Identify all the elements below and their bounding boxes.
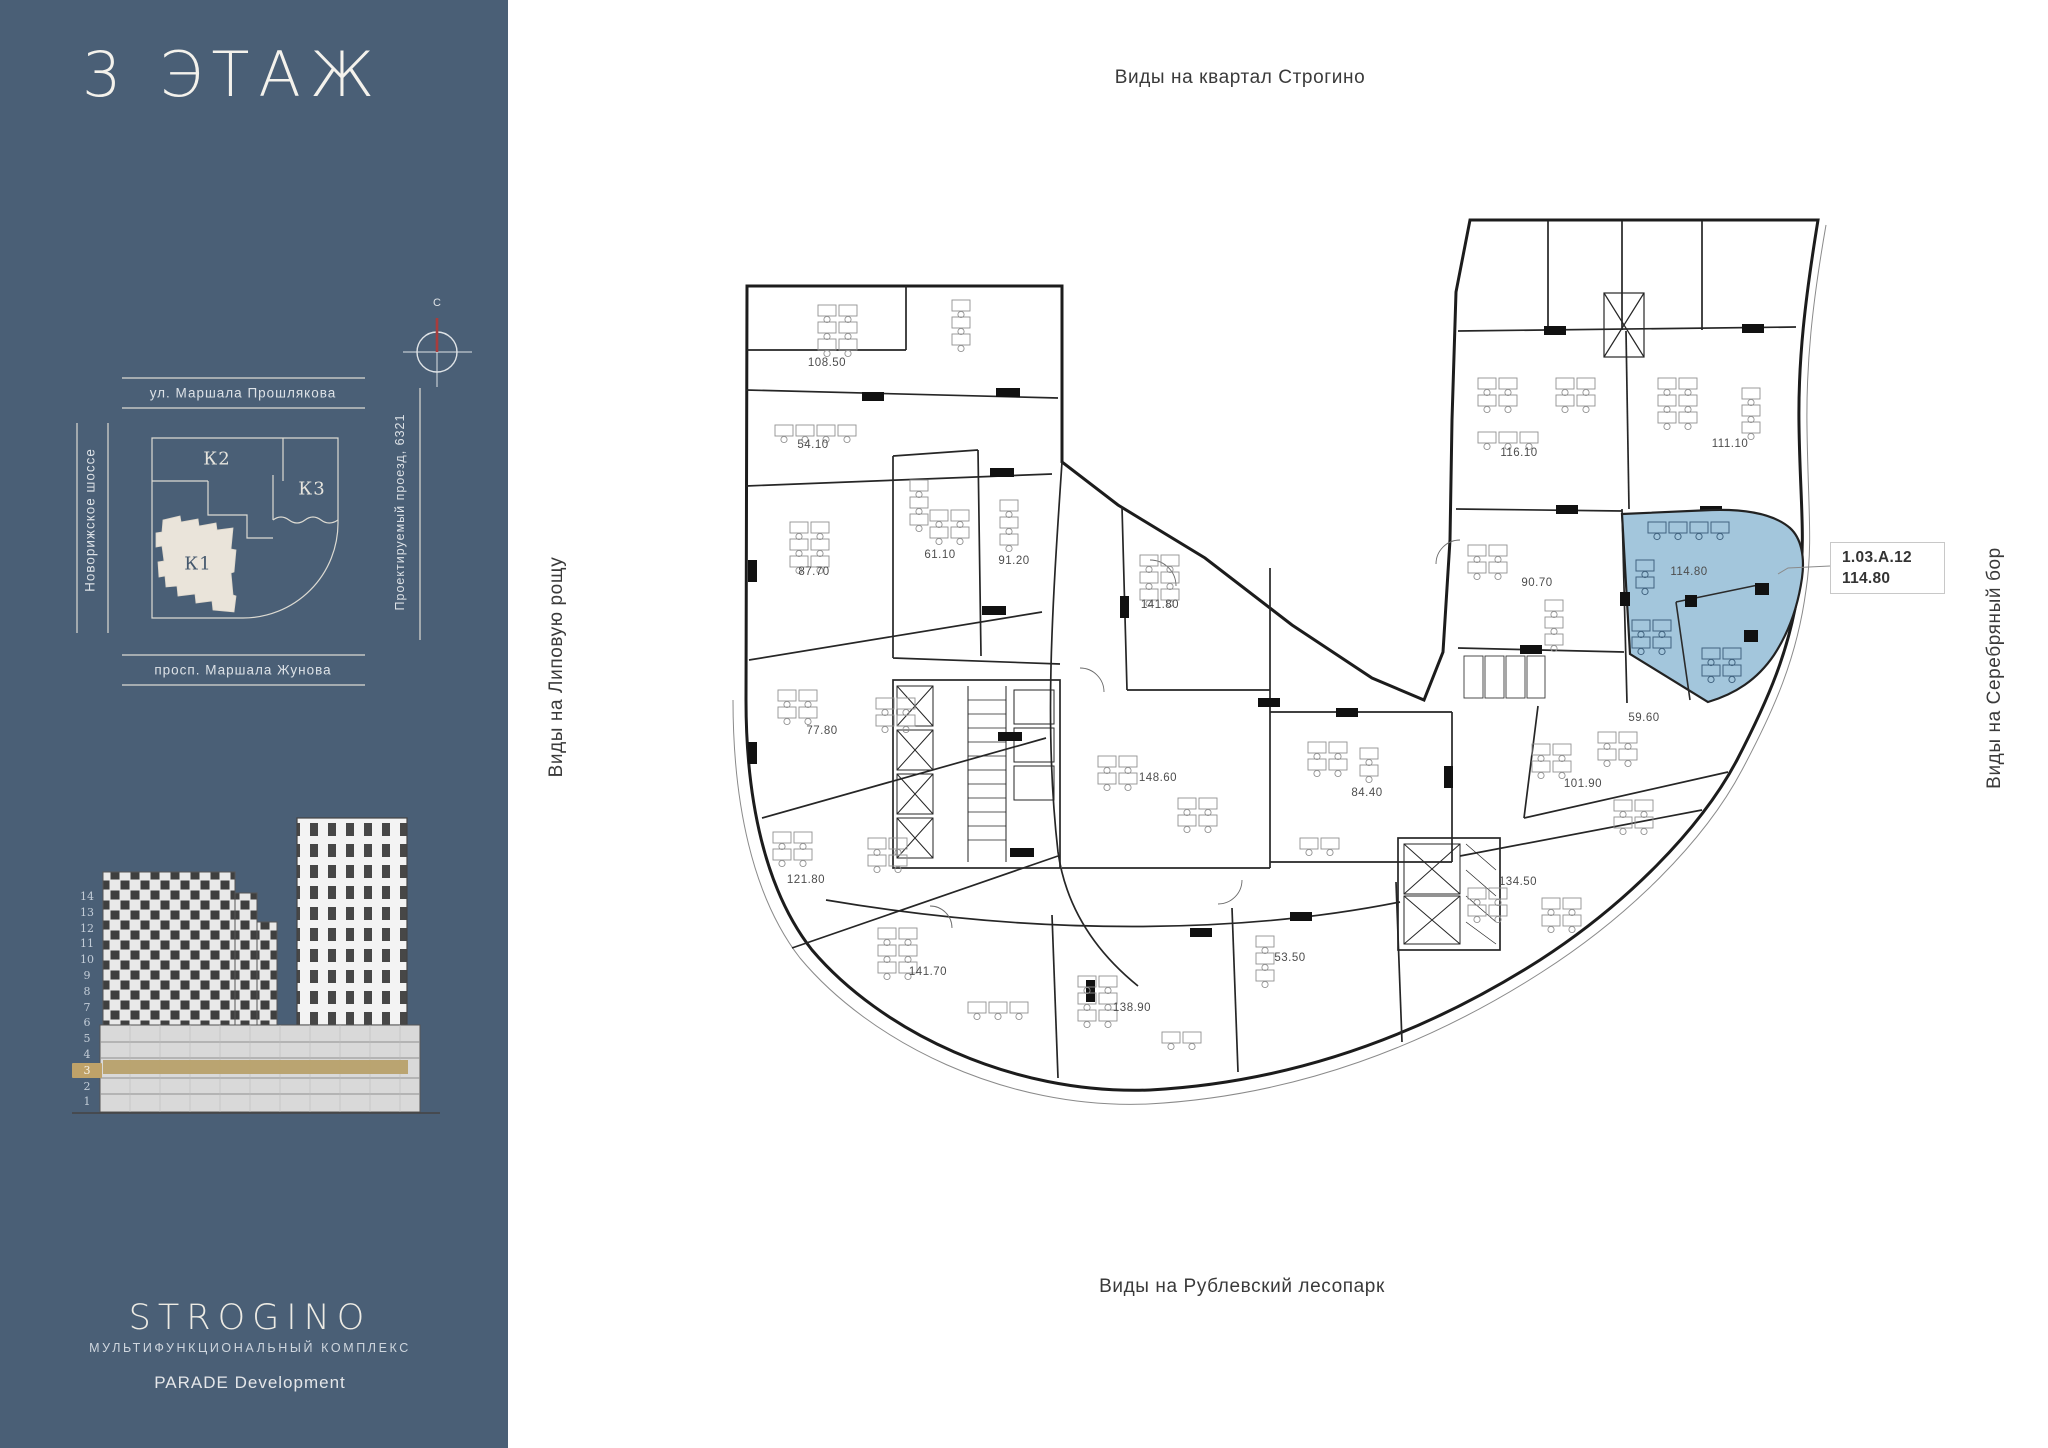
unit-area-label: 141.80	[1140, 599, 1180, 611]
block-label-k3: К3	[298, 478, 326, 500]
caption-left: Виды на Липовую рощу	[546, 556, 567, 778]
floor-number-3: 3	[72, 1063, 102, 1078]
unit-area-label: 54.10	[797, 439, 829, 451]
callout-unit-area: 114.80	[1842, 570, 1891, 587]
block-label-k2: К2	[203, 448, 231, 470]
floor-number-2: 2	[83, 1079, 91, 1093]
unit-area-label: 91.20	[998, 555, 1030, 567]
unit-area-label: 87.70	[798, 566, 830, 578]
floor-number-11: 11	[80, 937, 94, 951]
unit-area-label: 138.90	[1112, 1002, 1152, 1014]
unit-area-label: 148.60	[1138, 772, 1178, 784]
site-map	[77, 378, 420, 685]
caption-right: Виды на Серебряный бор	[1984, 547, 2005, 789]
street-label-bottom: просп. Маршала Жунова	[154, 662, 332, 678]
unit-area-label: 141.70	[908, 966, 948, 978]
street-label-right: Проектируемый проезд, 6321	[393, 413, 407, 611]
brand-subtitle: МУЛЬТИФУНКЦИОНАЛЬНЫЙ КОМПЛЕКС	[89, 1341, 411, 1355]
compass-icon	[403, 318, 472, 387]
highlighted-floor-band	[103, 1060, 408, 1074]
floor-title: 3 ЭТАЖ	[82, 38, 384, 111]
unit-area-label: 77.80	[806, 725, 838, 737]
unit-area-label: 134.50	[1498, 876, 1538, 888]
unit-area-label: 101.90	[1563, 778, 1603, 790]
floor-number-9: 9	[83, 969, 91, 982]
unit-area-label: 116.10	[1500, 447, 1538, 459]
floor-number-12: 12	[80, 921, 94, 935]
street-label-top: ул. Маршала Прошлякова	[149, 385, 337, 401]
brand-logo: STROGINO	[128, 1298, 372, 1338]
caption-bottom: Виды на Рублевский лесопарк	[1099, 1276, 1385, 1297]
unit-area-label: 108.50	[807, 357, 847, 369]
block-label-k1: К1	[184, 553, 212, 575]
compass-north-label: С	[433, 297, 441, 309]
floor-number-6: 6	[83, 1016, 91, 1030]
unit-area-label: 121.80	[786, 874, 826, 886]
floor-number-5: 5	[83, 1032, 91, 1046]
floor-number-8: 8	[83, 984, 91, 998]
floor-number-7: 7	[83, 1000, 91, 1014]
unit-area-label: 53.50	[1274, 952, 1306, 964]
unit-area-label: 90.70	[1521, 577, 1553, 589]
callout-unit-code: 1.03.A.12	[1842, 549, 1912, 566]
street-label-left: Новорижское шоссе	[82, 448, 98, 592]
developer-name: PARADE Development	[154, 1373, 346, 1392]
unit-area-label: 59.60	[1628, 712, 1660, 724]
unit-area-label: 84.40	[1351, 787, 1383, 799]
unit-area-label: 111.10	[1711, 438, 1749, 450]
unit-area-label: 61.10	[924, 549, 956, 561]
building-elevation	[72, 818, 440, 1113]
floor-number-4: 4	[83, 1048, 91, 1061]
floor-number-13: 13	[80, 905, 94, 919]
unit-callout[interactable]	[1830, 542, 1945, 594]
unit-area-label-highlighted[interactable]: 114.80	[1670, 566, 1708, 578]
caption-top: Виды на квартал Строгино	[1114, 67, 1366, 88]
floor-number-10: 10	[80, 953, 94, 967]
floor-number-14: 14	[80, 890, 94, 903]
floor-number-1: 1	[83, 1095, 91, 1109]
